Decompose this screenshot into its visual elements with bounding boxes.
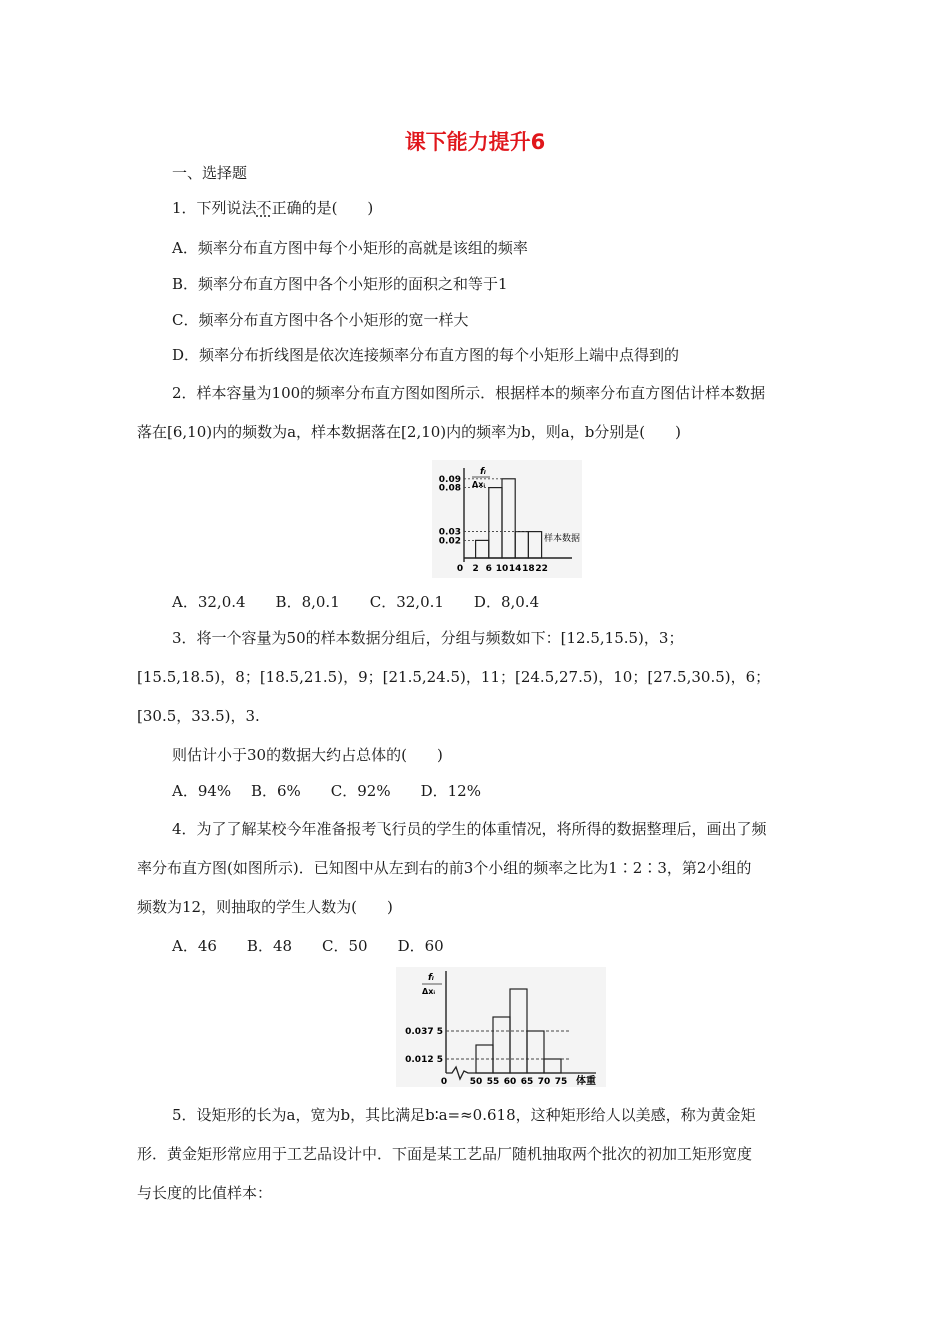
y-axis-label-bottom: Δxᵢ <box>472 480 486 489</box>
q1-stem-emphasis: 不 <box>256 199 272 217</box>
q4-options: A．46 B．48 C．50 D．60 <box>172 937 444 955</box>
q3-line-1: 3．将一个容量为50的样本数据分组后，分组与频数如下：[12.5,15.5)，3； <box>172 629 684 647</box>
y-tick-label: 0.09 <box>438 474 461 485</box>
q5-line-3: 与长度的比值样本： <box>137 1184 273 1202</box>
y-tick-label: 0.037 5 <box>405 1027 443 1037</box>
y-axis-label-bottom: Δxᵢ <box>422 987 436 996</box>
histogram-2-svg <box>396 967 606 1087</box>
x-tick-label: 2 <box>472 564 479 574</box>
y-tick-label: 0.012 5 <box>405 1055 443 1065</box>
q1-stem-a: 1．下列说法 <box>172 199 257 217</box>
x-tick-label: 70 <box>537 1077 551 1087</box>
x-tick-label: 6 <box>485 564 492 574</box>
q2-options: A．32,0.4 B．8,0.1 C．32,0.1 D．8,0.4 <box>172 593 540 611</box>
x-tick-label: 18 <box>522 564 535 574</box>
q5-line-1: 5．设矩形的长为a，宽为b，其比满足b∶a=≈0.618，这种矩形给人以美感，称为黄金矩 <box>172 1106 756 1124</box>
x-tick-label: 60 <box>503 1077 517 1087</box>
q1-option-a: A．频率分布直方图中每个小矩形的高就是该组的频率 <box>172 239 528 257</box>
y-tick-label: 0.03 <box>438 527 461 538</box>
q3-line-4: 则估计小于30的数据大约占总体的( ) <box>172 746 443 764</box>
q3-options: A．94% B．6% C．92% D．12% <box>172 782 481 800</box>
page-title: 课下能力提升6 <box>404 130 546 154</box>
q5-line-2: 形．黄金矩形常应用于工艺品设计中．下面是某工艺品厂随机抽取两个批次的初加工矩形宽度 <box>137 1145 753 1163</box>
x-axis-label: 样本数据 <box>544 534 581 544</box>
q4-line-2: 率分布直方图(如图所示)．已知图中从左到右的前3个小组的频率之比为1∶2∶3，第2小组的 <box>137 859 752 877</box>
y-axis-label-top: fᵢ <box>480 467 486 477</box>
q1-option-d: D．频率分布折线图是依次连接频率分布直方图的每个小矩形上端中点得到的 <box>172 346 680 364</box>
x-tick-label: 10 <box>495 564 509 574</box>
x-tick-label: 22 <box>535 564 548 574</box>
figure-histogram-1 <box>432 460 582 582</box>
q2-line-2: 落在[6,10)内的频数为a，样本数据落在[2,10)内的频率为b，则a，b分别是( ) <box>137 423 682 441</box>
q1-stem <box>172 198 373 218</box>
y-tick-label: 0.02 <box>438 536 461 547</box>
q4-line-3: 频数为12，则抽取的学生人数为( ) <box>137 898 393 916</box>
q1-option-b: B．频率分布直方图中各个小矩形的面积之和等于1 <box>172 275 508 293</box>
figure-histogram-2 <box>396 967 606 1091</box>
histogram-1-svg <box>432 460 582 578</box>
x-tick-label: 65 <box>520 1077 534 1087</box>
x-tick-label: 75 <box>554 1077 568 1087</box>
q1-stem-b: 正确的是( ) <box>271 199 374 217</box>
x-tick-label: 50 <box>469 1077 483 1087</box>
q4-line-1: 4．为了了解某校今年准备报考飞行员的学生的体重情况，将所得的数据整理后，画出了频 <box>172 820 767 838</box>
q1-option-c: C．频率分布直方图中各个小矩形的宽一样大 <box>172 311 469 329</box>
q2-line-1: 2．样本容量为100的频率分布直方图如图所示．根据样本的频率分布直方图估计样本数据 <box>172 384 766 402</box>
x-tick-label: 0 <box>440 1077 448 1087</box>
q3-line-2: [15.5,18.5)，8；[18.5,21.5)，9；[21.5,24.5)，11；[24.5,27.5)，10；[27.5,30.5)，6； <box>137 668 771 686</box>
x-tick-label: 55 <box>486 1077 500 1087</box>
x-tick-label: 14 <box>508 564 522 574</box>
section-heading: 一、选择题 <box>172 164 248 182</box>
y-tick-label: 0.08 <box>438 483 461 494</box>
q3-line-3: [30.5，33.5)，3. <box>137 707 260 725</box>
y-axis-label-top: fᵢ <box>428 973 434 983</box>
x-axis-label: 体重 <box>576 1076 596 1087</box>
x-tick-label: 0 <box>456 564 464 574</box>
